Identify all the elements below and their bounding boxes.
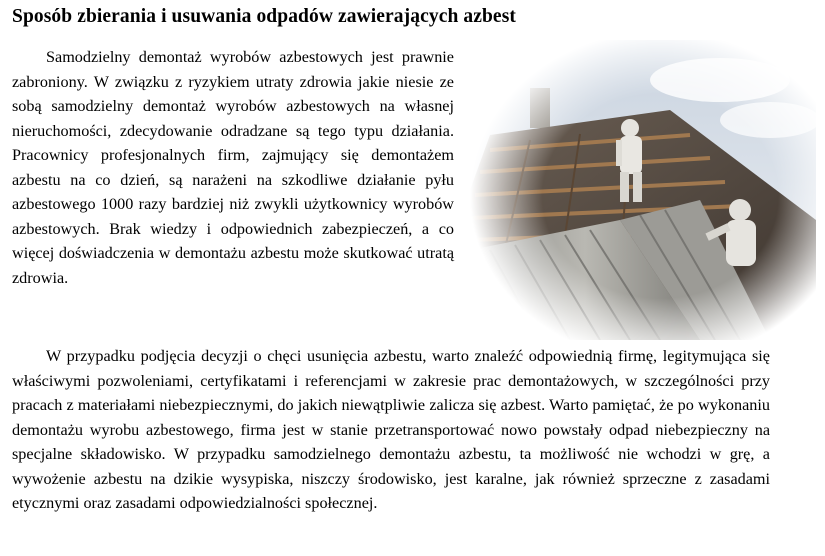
page-title: Sposób zbierania i usuwania odpadów zawierających azbest bbox=[12, 6, 516, 27]
paragraph-intro-text: Samodzielny demontaż wyrobów azbestowych jest prawnie zabroniony. W związku z ryzykiem utraty zdrowia jakie niesie ze sobą samodzielny demontaż wyrobów azbestowych na własnej nieruchomości, zdecydowanie odradzane są tego typu działania. Pracownicy profesjonalnych firm, zajmujący się demontażem azbestu na co dzień, są narażeni na szkodliwe działanie pyłu azbestowego 1000 razy bardziej niż zwykli użytkownicy wyrobów azbestowych. Brak wiedzy i odpowiednich zabezpieczeń, a co więcej doświadczenia w demontażu azbestu może skutkować utratą zdrowia. bbox=[12, 48, 454, 287]
paragraph-advice-text: W przypadku podjęcia decyzji o chęci usunięcia azbestu, warto znaleźć odpowiednią firmę, legitymująca się właściwymi pozwoleniami, certyfikatami i referencjami w zakresie prac demontażowych, w szczególności przy pracach z materiałami niebezpiecznymi, do jakich niewątpliwie zalicza się azbest. Warto pamiętać, że po wykonaniu demontażu wyrobu azbestowego, firma jest w stanie przetransportować nowo powstały odpad niebezpieczny na specjalne składowisko. W przypadku samodzielnego demontażu azbestu, ta możliwość nie wchodzi w grę, a wywożenie azbestu na dzikie wysypiska, niszczy środowisko, jest karalne, jak również sprzeczne z zasadami etycznymi oraz zasadami odpowiedzialności społecznej. bbox=[12, 347, 770, 512]
asbestos-removal-photo bbox=[470, 40, 816, 340]
paragraph-advice bbox=[12, 344, 770, 516]
paragraph-intro bbox=[12, 45, 454, 290]
